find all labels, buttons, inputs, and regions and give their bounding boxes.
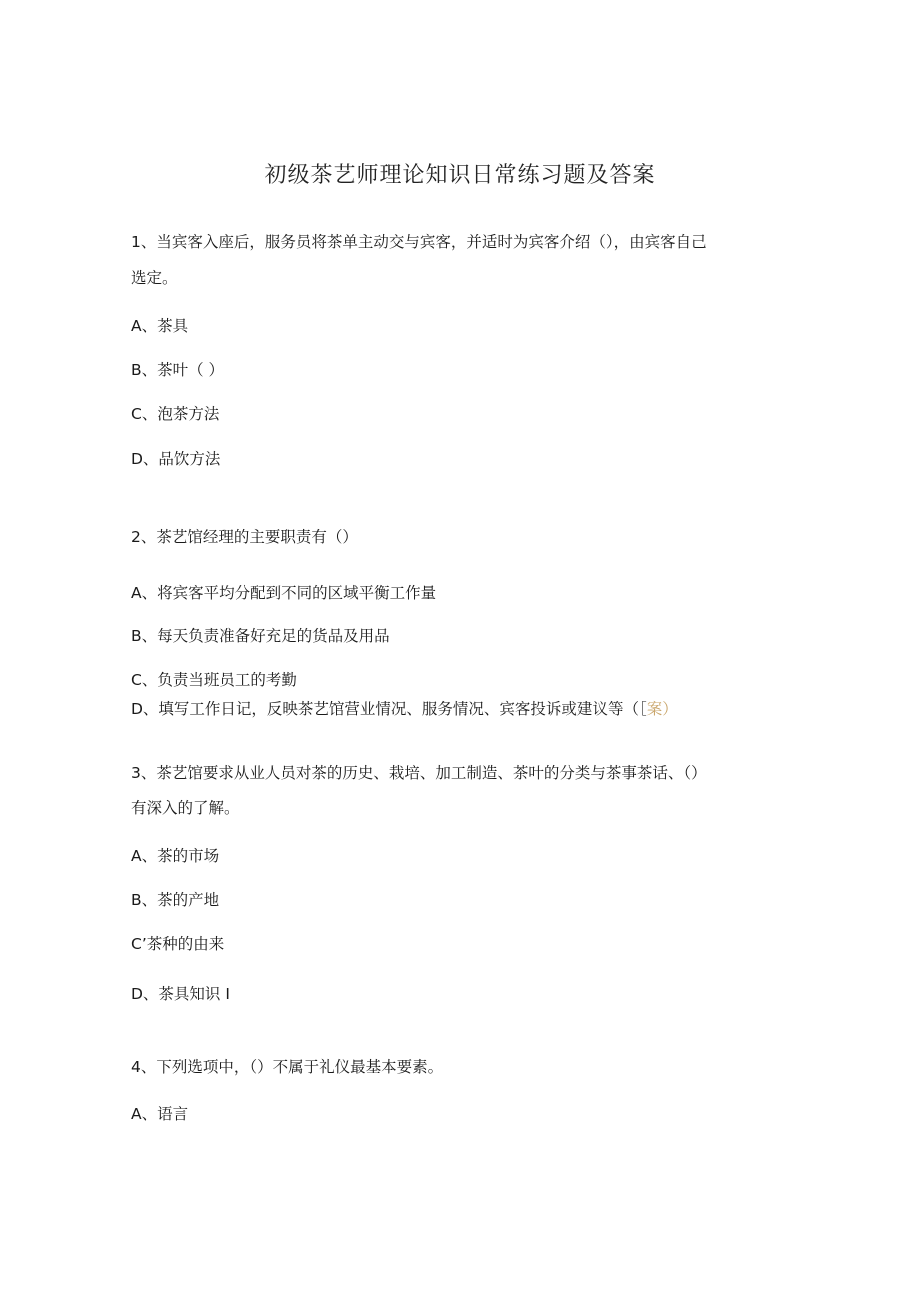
question-2-option-d: D、填写工作日记，反映茶艺馆营业情况、服务情况、宾客投诉或建议等（［ (131, 700, 647, 718)
question-1-option-a: A、茶具 (131, 317, 189, 335)
question-3-stem-line-2: 有深入的了解。 (131, 799, 240, 817)
question-2-stem-line-1: 2、茶艺馆经理的主要职责有（） (131, 528, 358, 546)
question-4-option-a: A、语言 (131, 1105, 189, 1123)
question-3-option-b: B、茶的产地 (131, 891, 220, 909)
question-3-option-d: D、茶具知识 I (131, 985, 230, 1003)
question-1-option-d: D、品饮方法 (131, 450, 221, 468)
question-1-stem-line-1: 1、当宾客入座后，服务员将茶单主动交与宾客，并适时为宾客介绍（），由宾客自己 (131, 233, 707, 251)
question-2-option-d-row (131, 699, 678, 719)
page-title: 初级茶艺师理论知识日常练习题及答案 (264, 163, 656, 188)
question-2-option-c: C、负责当班员工的考勤 (131, 671, 297, 689)
question-4-stem-line-1: 4、下列选项中，（）不属于礼仪最基本要素。 (131, 1058, 444, 1076)
question-1-option-c: C、泡茶方法 (131, 405, 220, 423)
question-3-option-a: A、茶的市场 (131, 847, 220, 865)
question-2-option-b: B、每天负责准备好充足的货品及用品 (131, 627, 390, 645)
answer-stamp-fragment: 案） (646, 700, 678, 718)
question-3-stem-line-1: 3、茶艺馆要求从业人员对茶的历史、栽培、加工制造、茶叶的分类与茶事茶话、（） (131, 764, 707, 782)
question-2-option-a: A、将宾客平均分配到不同的区域平衡工作量 (131, 584, 437, 602)
question-1-option-b: B、茶叶（ ） (131, 361, 225, 379)
question-1-stem-line-2: 选定。 (131, 269, 178, 287)
question-3-option-c: C’茶种的由来 (131, 935, 225, 953)
